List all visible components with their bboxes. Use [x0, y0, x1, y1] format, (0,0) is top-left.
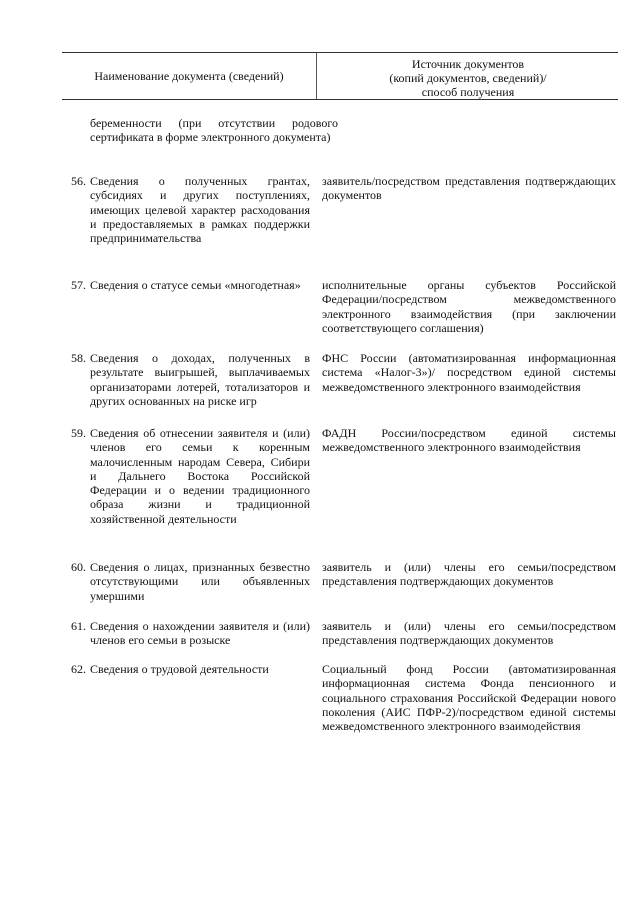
- document-source-cell: ФАДН России/посредством единой системы межведомственного электронного взаимодействия: [322, 426, 616, 455]
- header-top-rule: [62, 52, 618, 53]
- header-column-divider: [316, 52, 317, 99]
- document-source-cell: ФНС России (автоматизированная информационная система «Налог-3»)/ посредством единой системы межведомственного электронного взаимодействия: [322, 351, 616, 394]
- column-header-source-line2: (копий документов, сведений)/: [389, 71, 547, 85]
- row-number: 62.: [71, 662, 86, 676]
- column-header-source-line1: Источник документов: [411, 57, 525, 71]
- row-number: 60.: [71, 560, 86, 574]
- document-name-cell: Сведения о нахождении заявителя и (или) членов его семьи в розыске: [90, 619, 310, 648]
- row-number: 57.: [71, 278, 86, 292]
- row-number: 59.: [71, 426, 86, 440]
- document-source-cell: заявитель/посредством представления подтверждающих документов: [322, 174, 616, 203]
- document-name-cell: Сведения о доходах, полученных в результате выигрышей, выплачиваемых организаторами лотерей, тотализаторов и других основанных на риске игр: [90, 351, 310, 408]
- row-number: 61.: [71, 619, 86, 633]
- document-name-cell: беременности (при отсутствии родового сертификата в форме электронного документа): [90, 116, 338, 145]
- row-number: 58.: [71, 351, 86, 365]
- document-name-cell: Сведения о полученных грантах, субсидиях и других поступлениях, имеющих целевой характер расходования и предоставляемых в рамках поддержки предпринимательства: [90, 174, 310, 246]
- document-name-cell: Сведения о трудовой деятельности: [90, 662, 269, 676]
- document-source-cell: заявитель и (или) члены его семьи/посредством представления подтверждающих документов: [322, 560, 616, 589]
- document-name-cell: Сведения о лицах, признанных безвестно отсутствующими или объявленных умершими: [90, 560, 310, 603]
- document-name-cell: Сведения об отнесении заявителя и (или) членов его семьи к коренным малочисленным народам Севера, Сибири и Дальнего Востока Российской Федерации и о ведении традиционного образа жизни и традиционной хозяйственной деятельности: [90, 426, 310, 526]
- header-bottom-rule: [62, 99, 618, 100]
- document-name-cell: Сведения о статусе семьи «многодетная»: [90, 278, 301, 292]
- row-number: 56.: [71, 174, 86, 188]
- document-source-cell: заявитель и (или) члены его семьи/посредством представления подтверждающих документов: [322, 619, 616, 648]
- document-source-cell: исполнительные органы субъектов Российской Федерации/посредством межведомственного электронного взаимодействия (при заключении соответствующего соглашения): [322, 278, 616, 335]
- document-source-cell: Социальный фонд России (автоматизированная информационная система Фонда пенсионного и социального страхования Российской Федерации нового поколения (АИС ПФР-2)/посредством единой системы межведомственного электронного взаимодействия: [322, 662, 616, 734]
- column-header-source-line3: способ получения: [421, 85, 515, 99]
- column-header-source: [318, 57, 618, 99]
- column-header-document-name: Наименование документа (сведений): [94, 69, 284, 83]
